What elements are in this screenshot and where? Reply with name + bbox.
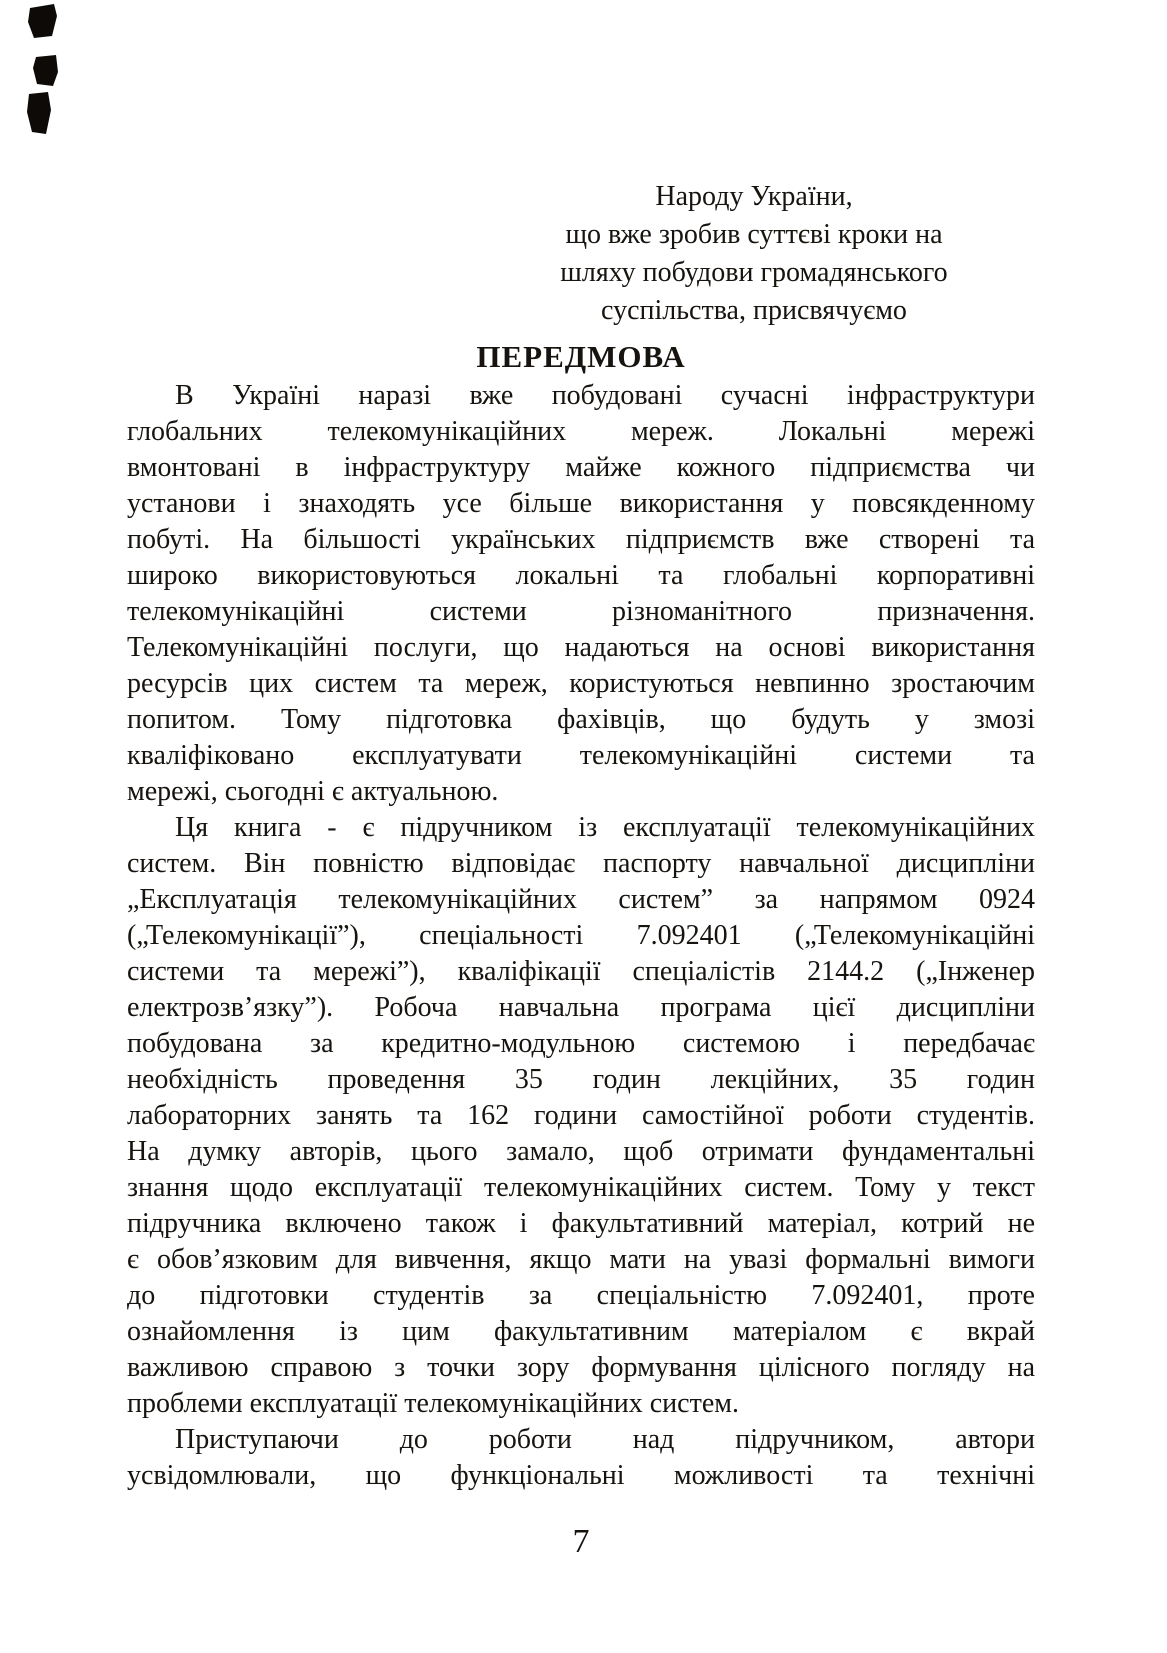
text-line: („Телекомунікації”), спеціальності 7.092401 („Телекомунікаційні [127,920,1035,951]
dedication-epigraph [473,178,1035,330]
dedication-line: що вже зробив суттєві кроки на [565,219,943,250]
text-line: „Експлуатація телекомунікаційних систем” за напрямом 0924 [127,884,1035,915]
text-line: телекомунікаційні системи різноманітного призначення. [127,596,1035,627]
text-line: В Україні наразі вже побудовані сучасні інфраструктури [175,380,1035,411]
text-line: На думку авторів, цього замало, щоб отримати фундаментальні [127,1136,1035,1167]
text-line: лабораторних занять та 162 години самостійної роботи студентів. [127,1100,1035,1131]
text-line: Телекомунікаційні послуги, що надаються на основі використання [127,632,1035,663]
text-line: знання щодо експлуатації телекомунікаційних систем. Тому у текст [127,1172,1035,1203]
text-line: необхідність проведення 35 годин лекційних, 35 годин [127,1064,1035,1095]
text-line: електрозв’язку”). Робоча навчальна програма цієї дисципліни [127,992,1035,1023]
paragraph [127,1422,1035,1494]
text-line: усвідомлювали, що функціональні можливості та технічні [127,1460,1035,1491]
text-line: установи і знаходять усе більше використання у повсякденному [127,488,1035,519]
text-line: важливою справою з точки зору формування цілісного погляду на [127,1352,1035,1383]
dedication-line: шляху побудови громадянського [560,257,948,288]
page-body-text [127,378,1035,1494]
text-line: ресурсів цих систем та мереж, користуються невпинно зростаючим [127,668,1035,699]
page-number: 7 [572,1523,590,1560]
paragraph [127,810,1035,1422]
text-line: кваліфіковано експлуатувати телекомунікаційні системи та [127,740,1035,771]
text-line: до підготовки студентів за спеціальністю 7.092401, проте [127,1280,1035,1311]
text-line: Приступаючи до роботи над підручником, автори [175,1424,1035,1455]
text-line: проблеми експлуатації телекомунікаційних систем. [127,1388,739,1419]
text-line: попитом. Тому підготовка фахівців, що будуть у змозі [127,704,1035,735]
text-line: побуті. На більшості українських підприємств вже створені та [127,524,1035,555]
text-line: широко використовуються локальні та глобальні корпоративні [127,560,1035,591]
text-line: Ця книга - є підручником із експлуатації телекомунікаційних [175,812,1035,843]
text-line: є обов’язковим для вивчення, якщо мати на увазі формальні вимоги [127,1244,1035,1275]
ink-blot-artifact [24,2,64,138]
text-line: вмонтовані в інфраструктуру майже кожного підприємства чи [127,452,1035,483]
dedication-line: Народу України, [655,181,853,212]
text-line: побудована за кредитно-модульною системою і передбачає [127,1028,1035,1059]
text-line: підручника включено також і факультативний матеріал, котрий не [127,1208,1035,1239]
dedication-line: суспільства, присвячуємо [601,295,907,326]
text-line: мережі, сьогодні є актуальною. [127,776,499,807]
text-line: глобальних телекомунікаційних мереж. Локальні мережі [127,416,1035,447]
text-line: ознайомлення із цим факультативним матеріалом є вкрай [127,1316,1035,1347]
text-line: системи та мережі”), кваліфікації спеціалістів 2144.2 („Інженер [127,956,1035,987]
text-line: систем. Він повністю відповідає паспорту навчальної дисципліни [127,848,1035,879]
page-content [127,178,1035,1562]
paragraph [127,378,1035,810]
chapter-heading: ПЕРЕДМОВА [476,339,686,374]
